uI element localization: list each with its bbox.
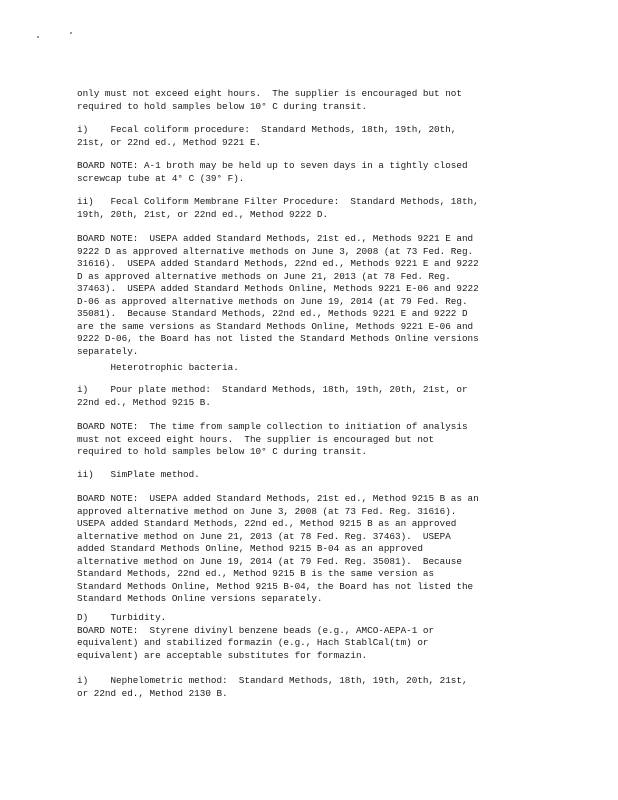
paragraph-fecal-coliform-membrane: ii) Fecal Coliform Membrane Filter Procedure: Standard Methods, 18th, 19th, 20th, 21st, or 22nd ed., Method 9222 D.: [77, 196, 479, 220]
paragraph-board-note-usepa-9215: BOARD NOTE: USEPA added Standard Methods, 21st ed., Method 9215 B as an approved alternative method on June 3, 2008 (at 73 Fed. Reg. 31616). USEPA added Standard Methods, 22nd ed., Method 9215 B as an approved alternative method on June 21, 2013 (at 78 Fed. Reg. 37463). USEPA added Standard Methods Online, Method 9215 B-04 as an approved alternative method on June 19, 2014 (at 79 Fed. Reg. 35081). Because Standard Methods, 22nd ed., Method 9215 B is the same version as Standard Methods Online, Method 9215 B-04, the Board has not listed the Standard Methods Online versions separately.: [77, 493, 479, 604]
paragraph-pour-plate-method: i) Pour plate method: Standard Methods, 18th, 19th, 20th, 21st, or 22nd ed., Method 9215 B.: [77, 384, 468, 408]
paragraph-heterotrophic-bacteria: Heterotrophic bacteria.: [77, 362, 239, 373]
scan-speck: [37, 36, 39, 38]
paragraph-transit-note: only must not exceed eight hours. The supplier is encouraged but not required to hold samples below 10° C during transit.: [77, 88, 462, 112]
paragraph-board-note-usepa-9221-9222: BOARD NOTE: USEPA added Standard Methods, 21st ed., Methods 9221 E and 9222 D as approved alternative methods on June 3, 2008 (at 73 Fed. Reg. 31616). USEPA added Standard Methods, 22nd ed., Methods 9221 E and 9222 D as approved alternative methods on June 21, 2013 (at 78 Fed. Reg. 37463). USEPA added Standard Methods Online, Methods 9221 E-06 and 9222 D-06 as approved alternative methods on June 19, 2014 (at 79 Fed. Reg. 35081). Because Standard Methods, 22nd ed., Methods 9221 E and 9222 D are the same versions as Standard Methods Online, Methods 9221 E-06 and 9222 D-06, the Board has not listed the Standard Methods Online versions separately.: [77, 233, 479, 357]
scan-speck: [70, 32, 72, 34]
paragraph-nephelometric-method: i) Nephelometric method: Standard Methods, 18th, 19th, 20th, 21st, or 22nd ed., Method 2130 B.: [77, 675, 468, 699]
paragraph-simplate-method: ii) SimPlate method.: [77, 469, 200, 480]
paragraph-board-note-time: BOARD NOTE: The time from sample collection to initiation of analysis must not exceed eight hours. The supplier is encouraged but not required to hold samples below 10° C during transit.: [77, 421, 468, 457]
paragraph-fecal-coliform-procedure: i) Fecal coliform procedure: Standard Methods, 18th, 19th, 20th, 21st, or 22nd ed., Method 9221 E.: [77, 124, 457, 148]
paragraph-turbidity: D) Turbidity. BOARD NOTE: Styrene divinyl benzene beads (e.g., AMCO-AEPA-1 or equivalent) and stabilized formazin (e.g., Hach StablCal(tm) or equivalent) are acceptable substitutes for formazin.: [77, 612, 435, 661]
paragraph-board-note-a1-broth: BOARD NOTE: A-1 broth may be held up to seven days in a tightly closed screwcap tube at 4° C (39° F).: [77, 160, 468, 184]
